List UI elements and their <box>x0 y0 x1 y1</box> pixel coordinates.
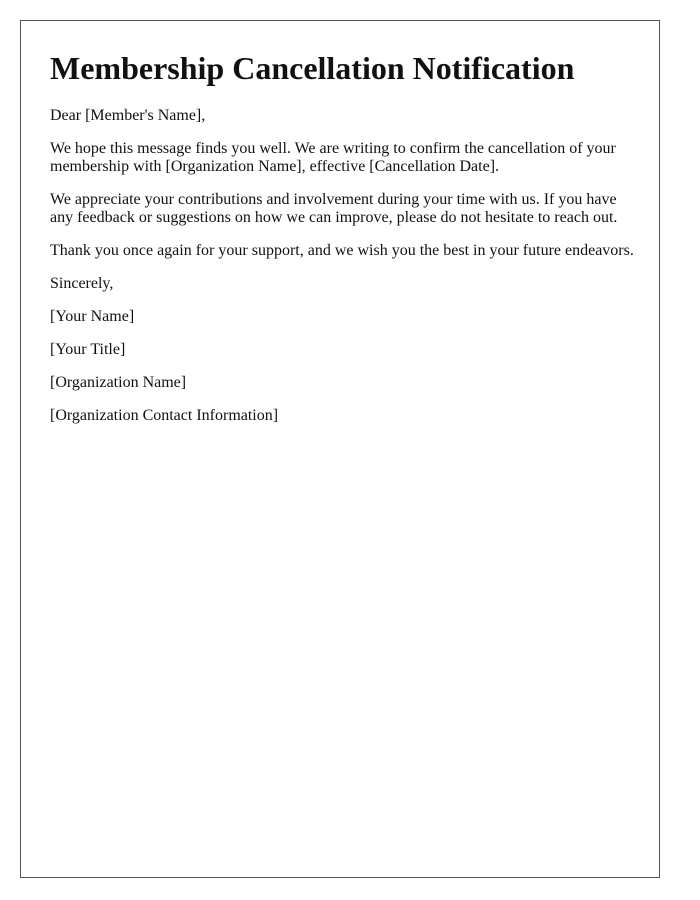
body-paragraph-1: We hope this message finds you well. We are writing to confirm the cancellation of your membership with [Organization Name], effective [Cancellation Date]. <box>50 140 616 176</box>
body-paragraph-2: We appreciate your contributions and involvement during your time with us. If you have any feedback or suggestions on how we can improve, please do not hesitate to reach out. <box>50 191 618 227</box>
closing: Sincerely, <box>50 275 114 293</box>
body-paragraph-3: Thank you once again for your support, and we wish you the best in your future endeavors. <box>50 242 634 260</box>
signature-title: [Your Title] <box>50 341 126 359</box>
signature-organization: [Organization Name] <box>50 374 187 392</box>
letter-page <box>20 20 660 878</box>
letter-content <box>50 49 640 440</box>
salutation: Dear [Member's Name], <box>50 107 206 125</box>
letter-title: Membership Cancellation Notification <box>50 50 575 86</box>
signature-contact: [Organization Contact Information] <box>50 407 279 425</box>
signature-name: [Your Name] <box>50 308 135 326</box>
